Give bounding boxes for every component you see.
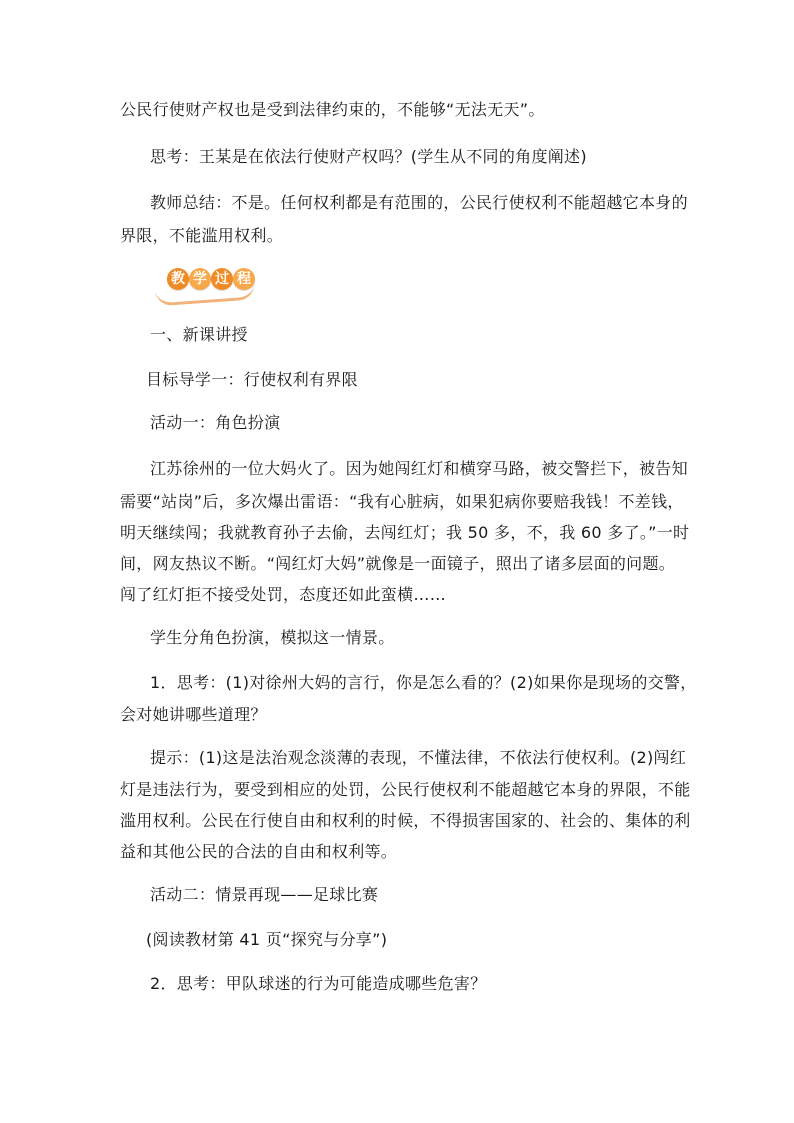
activity-heading: 活动二：情景再现——足球比赛 — [150, 885, 379, 904]
hint-line: 益和其他公民的合法的自由和权利等。 — [120, 842, 398, 861]
paragraph-line: 界限，不能滥用权利。 — [120, 226, 284, 245]
paragraph-line: 思考：王某是在依法行使财产权吗？(学生从不同的角度阐述) — [150, 147, 587, 166]
hint-line: 滥用权利。公民在行使自由和权利的时候，不得损害国家的、社会的、集体的利 — [120, 811, 691, 830]
hint-line: 灯是违法行为，要受到相应的处罚，公民行使权利不能超越它本身的界限，不能 — [120, 780, 691, 799]
paragraph-line: 间，网友热议不断。“闯红灯大妈”就像是一面镜子，照出了诸多层面的问题。 — [120, 554, 676, 573]
banner-char: 学 — [189, 268, 211, 290]
section-title: 一、新课讲授 — [150, 325, 248, 344]
goal-heading: 目标导学一：行使权利有界限 — [146, 370, 358, 389]
paragraph-line: 江苏徐州的一位大妈火了。因为她闯红灯和横穿马路，被交警拦下，被告知 — [150, 459, 688, 478]
question-line: 会对她讲哪些道理？ — [120, 705, 267, 724]
question-line: 2．思考：甲队球迷的行为可能造成哪些危害？ — [150, 974, 487, 993]
section-banner — [155, 266, 260, 300]
paragraph-line: 明天继续闯；我就教育孙子去偷，去闯红灯；我 50 多，不，我 60 多了。”一时 — [120, 523, 690, 542]
paragraph-line: 公民行使财产权也是受到法律约束的，不能够“无法无天”。 — [120, 100, 545, 119]
paragraph-line: 学生分角色扮演，模拟这一情景。 — [150, 628, 395, 647]
banner-char: 教 — [167, 268, 189, 290]
hint-line: 提示：(1)这是法治观念淡薄的表现，不懂法律，不依法行使权利。(2)闯红 — [150, 748, 687, 767]
reading-note: (阅读教材第 41 页“探究与分享”) — [146, 930, 388, 949]
question-line: 1．思考：(1)对徐州大妈的言行，你是怎么看的？(2)如果你是现场的交警， — [150, 673, 697, 692]
banner-char: 程 — [233, 268, 255, 290]
activity-heading: 活动一：角色扮演 — [150, 413, 281, 432]
paragraph-line: 教师总结：不是。任何权利都是有范围的，公民行使权利不能超越它本身的 — [150, 193, 688, 212]
banner-char: 过 — [211, 268, 233, 290]
paragraph-line: 需要“站岗”后，多次爆出雷语：“我有心脏病，如果犯病你要赔我钱！不差钱， — [120, 492, 684, 511]
paragraph-line: 闯了红灯拒不接受处罚，态度还如此蛮横…… — [120, 585, 447, 604]
